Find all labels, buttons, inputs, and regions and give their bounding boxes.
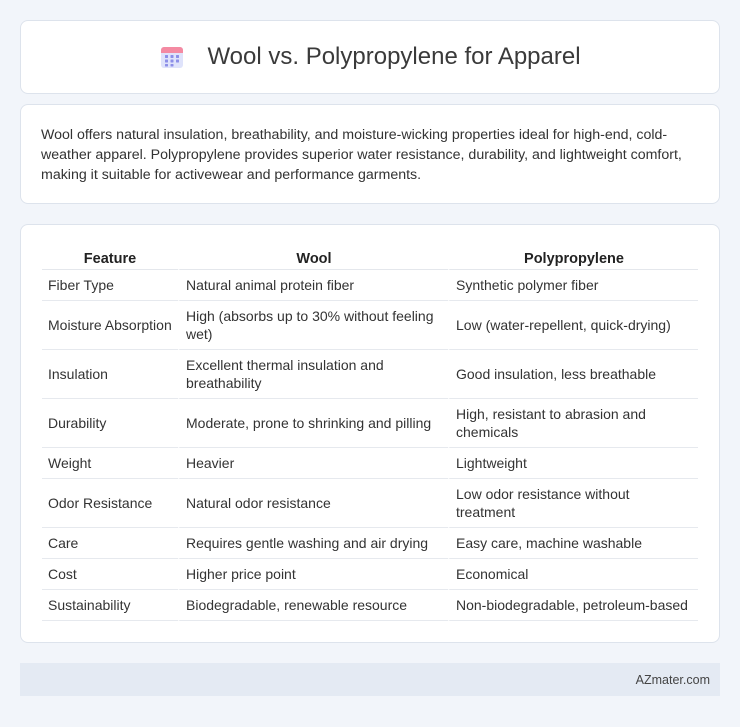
row-feature: Durability (42, 399, 178, 448)
row-wool-value: Requires gentle washing and air drying (178, 528, 448, 559)
summary-text: Wool offers natural insulation, breathability, and moisture-wicking properties ideal for high-end, cold-weather apparel. Polypropylene provides superior water resistance, durability, and lightweight comfort, making it suitable for activewear and performance garments. (41, 127, 682, 183)
row-wool-value: Natural odor resistance (178, 479, 448, 528)
table-row (42, 399, 698, 448)
row-feature: Insulation (42, 350, 178, 399)
row-feature: Cost (42, 559, 178, 590)
comparison-table-card (20, 224, 720, 643)
row-polypropylene-value: Easy care, machine washable (448, 528, 698, 559)
table-row (42, 528, 698, 559)
row-wool-value: Excellent thermal insulation and breathability (178, 350, 448, 399)
row-polypropylene-value: Good insulation, less breathable (448, 350, 698, 399)
row-polypropylene-value: High, resistant to abrasion and chemicals (448, 399, 698, 448)
calendar-icon (159, 44, 185, 70)
header-wool: Wool (178, 245, 448, 270)
footer (20, 663, 720, 696)
table-header-row (42, 245, 698, 270)
table-row (42, 479, 698, 528)
row-polypropylene-value: Non-biodegradable, petroleum-based (448, 590, 698, 621)
footer-brand: AZmater.com (635, 672, 710, 687)
page-title: Wool vs. Polypropylene for Apparel (207, 43, 581, 70)
row-wool-value: Biodegradable, renewable resource (178, 590, 448, 621)
row-polypropylene-value: Synthetic polymer fiber (448, 270, 698, 301)
row-wool-value: High (absorbs up to 30% without feeling wet) (178, 301, 448, 350)
row-polypropylene-value: Economical (448, 559, 698, 590)
table-row (42, 270, 698, 301)
row-polypropylene-value: Lightweight (448, 448, 698, 479)
title-card (20, 20, 720, 94)
table-row (42, 350, 698, 399)
row-feature: Moisture Absorption (42, 301, 178, 350)
row-feature: Sustainability (42, 590, 178, 621)
row-feature: Fiber Type (42, 270, 178, 301)
table-row (42, 590, 698, 621)
row-polypropylene-value: Low odor resistance without treatment (448, 479, 698, 528)
row-feature: Odor Resistance (42, 479, 178, 528)
row-feature: Care (42, 528, 178, 559)
row-feature: Weight (42, 448, 178, 479)
row-wool-value: Natural animal protein fiber (178, 270, 448, 301)
table-row (42, 448, 698, 479)
comparison-table (42, 245, 698, 621)
summary-card (20, 104, 720, 204)
row-wool-value: Heavier (178, 448, 448, 479)
header-polypropylene: Polypropylene (448, 245, 698, 270)
row-wool-value: Moderate, prone to shrinking and pilling (178, 399, 448, 448)
header-feature: Feature (42, 245, 178, 270)
row-polypropylene-value: Low (water-repellent, quick-drying) (448, 301, 698, 350)
table-row (42, 559, 698, 590)
row-wool-value: Higher price point (178, 559, 448, 590)
table-row (42, 301, 698, 350)
